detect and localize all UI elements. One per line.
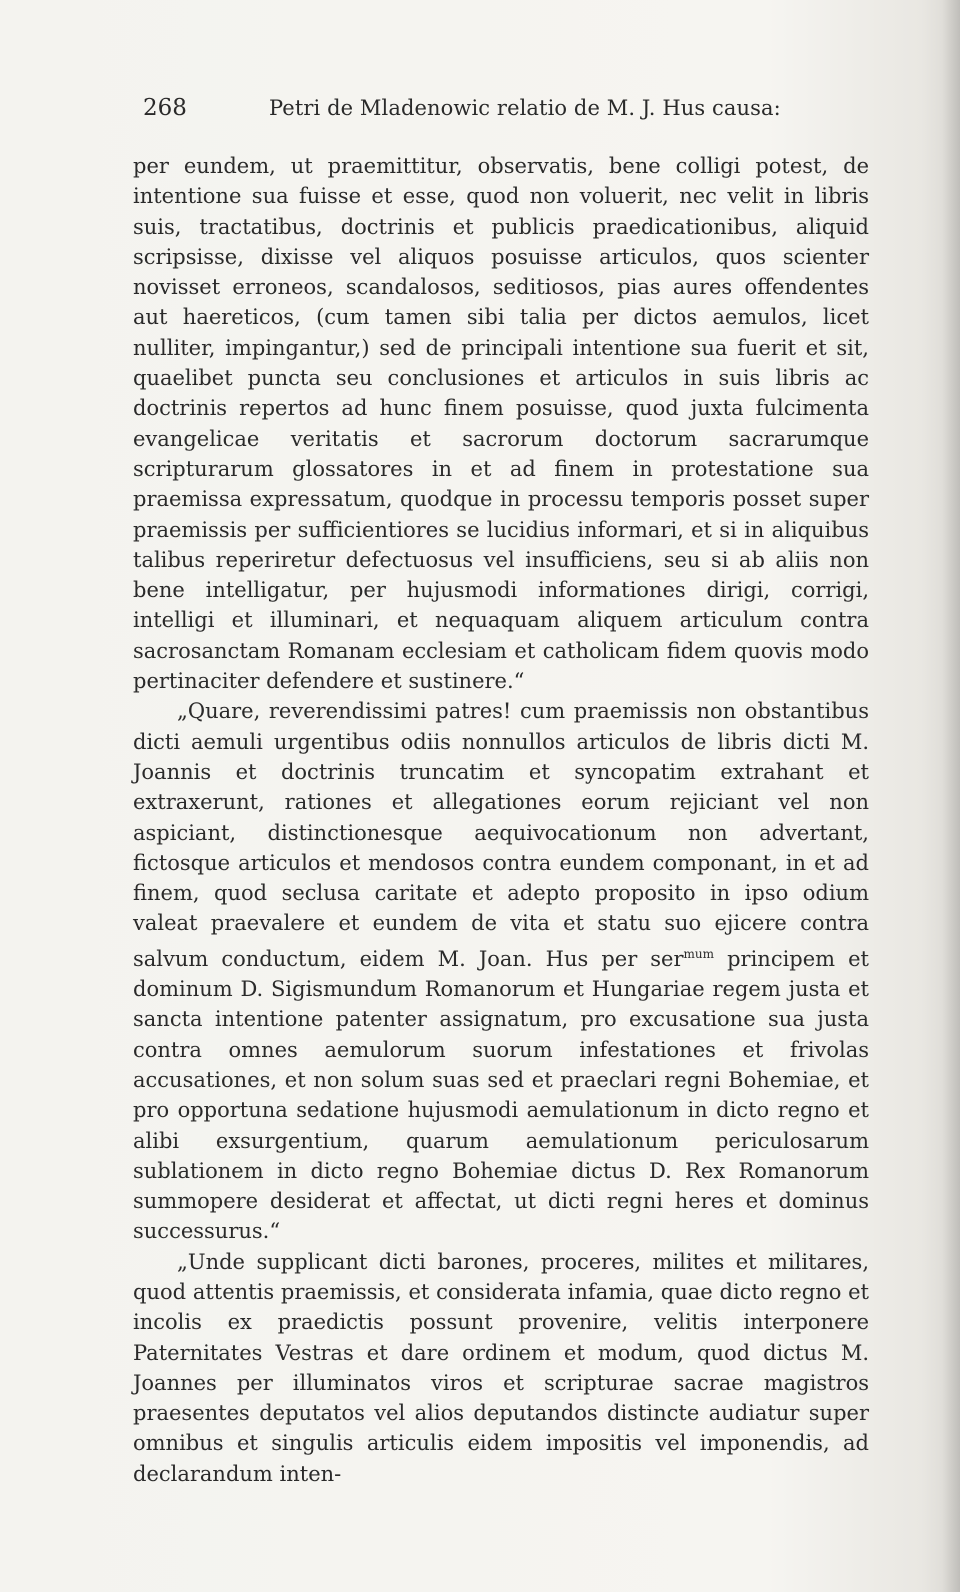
paragraph-2 [133,696,869,1246]
paragraph-2-text-b: principem et dominum D. Sigismundum Romanorum et Hungariae regem justa et sancta intentione patenter assignatum, pro excusatione sua justa contra omnes aemulorum suorum infestationes et frivolas accusationes, et non solum suas sed et praeclari regni Bohemiae, et pro opportuna sedatione hujusmodi aemulationum in dicto regno et alibi exsurgentium, quarum aemulationum periculosarum sublationem in dicto regno Bohemiae dictus D. Rex Romanorum summopere desiderat et affectat, ut dicti regni heres et dominus successurus.“ [133,946,869,1244]
superscript-abbreviation: mum [683,946,715,961]
paragraph-3: „Unde supplicant dicti barones, proceres, milites et militares, quod attentis praemissis, et considerata infamia, quae dicto regno et incolis ex praedictis possunt provenire, velitis interponere Paternitates Vestras et dare ordinem et modum, quod dictus M. Joannes per illuminatos viros et scripturae sacrae magistros praesentes deputatos vel alios deputandos distincte audiatur super omnibus et singulis articulis eidem impositis vel imponendis, ad declarandum inten- [133,1249,869,1486]
page-number: 268 [143,95,187,121]
page-header [143,90,783,126]
paragraph-2-text-a: „Quare, reverendissimi patres! cum praemissis non obstantibus dicti aemuli urgentibus odiis nonnullos articulos de libris dicti M. Joannis et doctrinis truncatim et syncopatim extrahant et extraxerunt, rationes et allegationes eorum rejiciant vel non aspiciant, distinctionesque aequivocationum non advertant, fictosque articulos et mendosos contra eundem componant, in et ad finem, quod seclusa caritate et adepto proposito in ipso odium valeat praevalere et eundem de vita et statu suo ejicere contra salvum conductum, eidem M. Joan. Hus per ser [133,699,869,971]
paragraph-1: per eundem, ut praemittitur, observatis, bene colligi potest, de intentione sua fuisse et esse, quod non voluerit, nec velit in libris suis, tractatibus, doctrinis et publicis praedicationibus, aliquid scripsisse, dixisse vel aliquos posuisse articulos, quos scienter novisset erroneos, scandalosos, seditiosos, pias aures offendentes aut haereticos, (cum tamen sibi talia per dictos aemulos, licet nulliter, impingantur,) sed de principali intentione sua fuerit et sit, quaelibet puncta seu conclusiones et articulos in suis libris ac doctrinis repertos ad hunc finem posuisse, quod juxta fulcimenta evangelicae veritatis et sacrorum doctorum sacrarumque scripturarum glossatores in et ad finem in protestatione sua praemissa expressatum, quodque in processu temporis posset super praemissis per sufficientiores se lucidius informari, et si in aliquibus talibus reperiretur defectuosus vel insufficiens, seu si ab aliis non bene intelligatur, per hujusmodi informationes dirigi, corrigi, intelligi et illuminari, et nequaquam aliquem articulum contra sacrosanctam Romanam ecclesiam et catholicam fidem quovis modo pertinaciter defendere et sustinere.“ [133,154,869,694]
page-gutter-shadow [942,0,960,1592]
body-text [133,151,869,1489]
running-head: Petri de Mladenowic relatio de M. J. Hus causa: [269,96,781,120]
